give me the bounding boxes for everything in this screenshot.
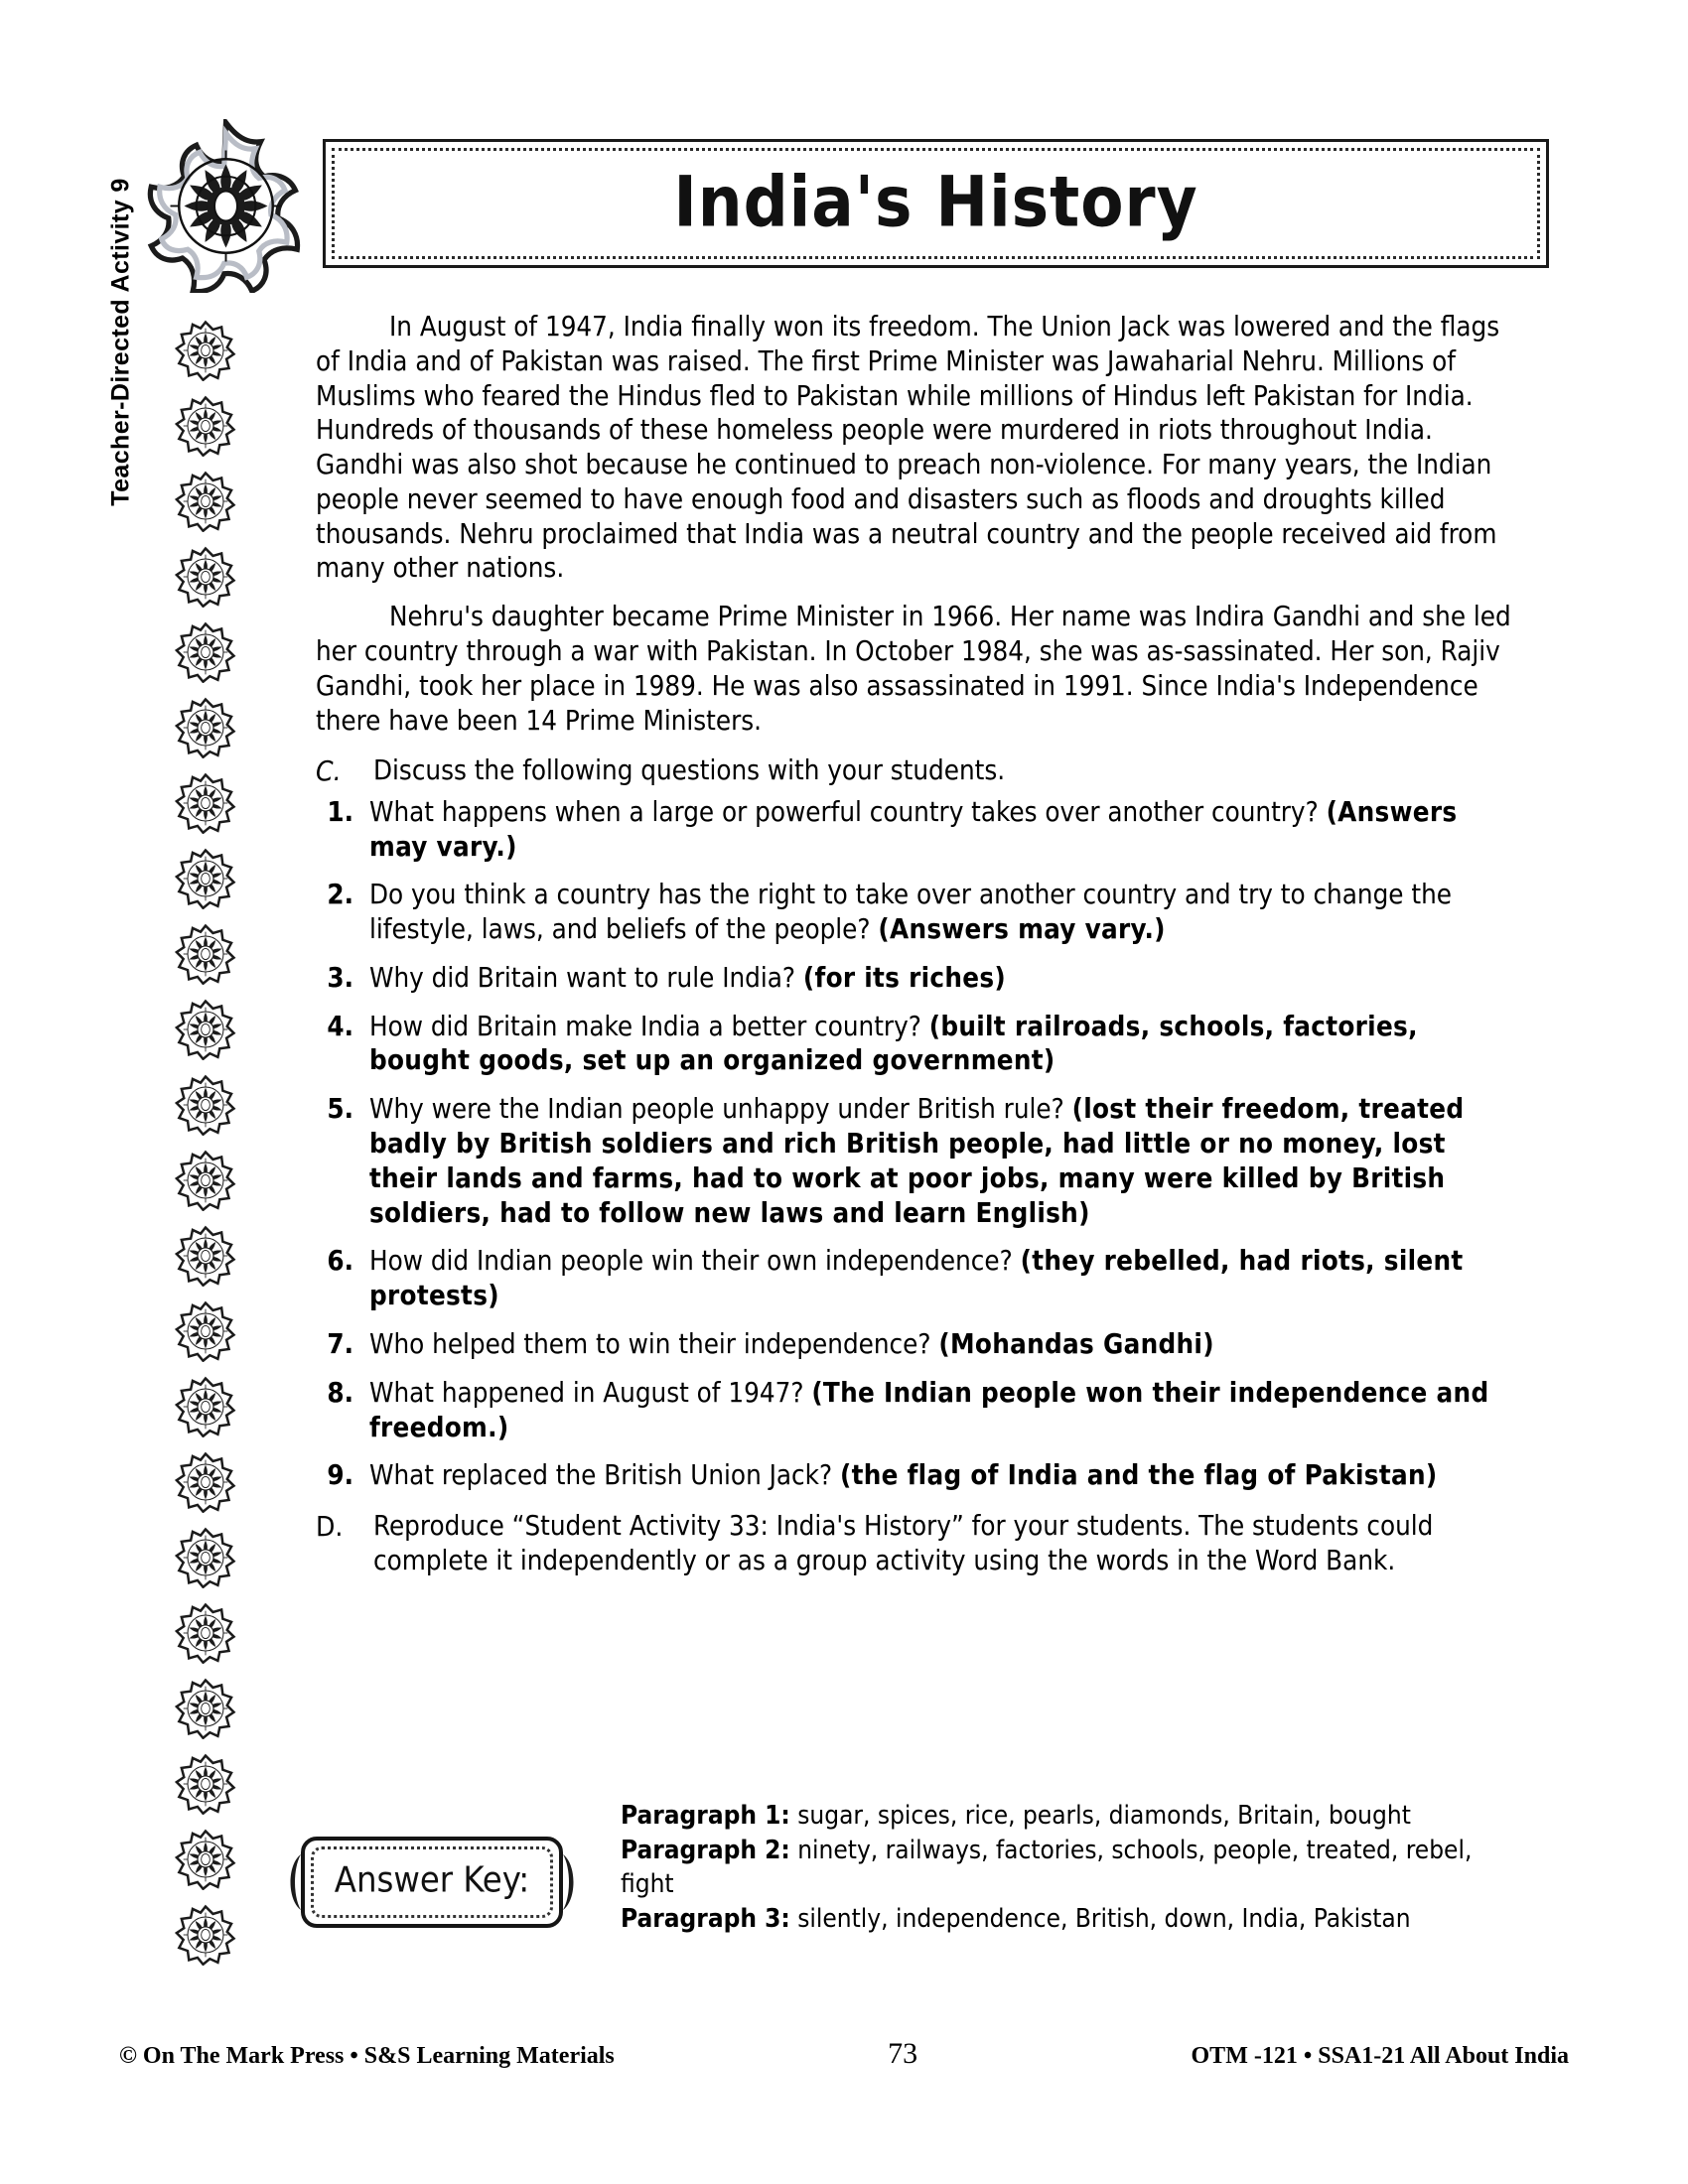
discussion-question-list <box>316 795 1521 1493</box>
question-text <box>369 1010 1521 1079</box>
section-c-instruction: Discuss the following questions with your students. <box>373 754 1006 787</box>
page-footer <box>119 2037 1569 2071</box>
question-item <box>316 1376 1521 1445</box>
quatrefoil-rosette-icon <box>175 1300 236 1362</box>
word-bank-line <box>621 1902 1514 1937</box>
quatrefoil-rosette-icon <box>175 697 236 758</box>
quatrefoil-rosette-icon <box>175 1904 236 1966</box>
quatrefoil-rosette-icon <box>175 1527 236 1588</box>
quatrefoil-rosette-icon <box>175 320 236 381</box>
question-item <box>316 1244 1521 1313</box>
word-bank-words: ninety, railways, factories, schools, people, treated, rebel, fight <box>621 1835 1473 1900</box>
section-d <box>316 1509 1521 1578</box>
question-item <box>316 1092 1521 1230</box>
section-d-letter: D. <box>316 1510 344 1544</box>
question-text <box>369 1244 1521 1313</box>
quatrefoil-rosette-icon <box>175 1225 236 1287</box>
question-number: 5. <box>327 1093 353 1126</box>
question-prompt: Who helped them to win their independence? <box>369 1327 931 1360</box>
question-prompt: What happened in August of 1947? <box>369 1376 804 1409</box>
answer-key-banner <box>283 1837 581 1928</box>
banner-notch-right-icon <box>561 1852 587 1912</box>
mandala-medallion-icon <box>139 119 313 293</box>
quatrefoil-rosette-icon <box>175 1829 236 1890</box>
answer-key-box <box>301 1837 563 1928</box>
quatrefoil-rosette-icon <box>175 1376 236 1437</box>
question-item <box>316 961 1521 996</box>
question-prompt: Do you think a country has the right to take over another country and try to change the lifestyle, laws, and beliefs of the people? <box>369 879 1452 946</box>
question-prompt: How did Indian people win their own independence? <box>369 1245 1013 1278</box>
quatrefoil-rosette-icon <box>175 772 236 834</box>
question-item <box>316 795 1521 865</box>
quatrefoil-rosette-icon <box>175 1753 236 1815</box>
quatrefoil-rosette-icon <box>175 848 236 909</box>
answer-key-label: Answer Key: <box>334 1859 530 1901</box>
question-text <box>369 1092 1521 1230</box>
question-prompt: How did Britain make India a better country? <box>369 1010 921 1042</box>
question-number: 2. <box>327 879 353 911</box>
question-answer: (lost their freedom, treated badly by British soldiers and rich British people, had little or no money, lost their lands and farms, had to work at poor jobs, many were killed by British soldiers, had to follow new laws and learn English) <box>369 1093 1465 1229</box>
question-answer: (Answers may vary.) <box>878 913 1166 946</box>
question-number: 1. <box>327 795 353 828</box>
word-bank-line <box>621 1799 1514 1834</box>
question-item <box>316 878 1521 947</box>
question-answer: (the flag of India and the flag of Pakistan) <box>839 1459 1438 1492</box>
quatrefoil-rosette-icon <box>175 471 236 532</box>
quatrefoil-rosette-icon <box>175 923 236 985</box>
quatrefoil-rosette-icon <box>175 1074 236 1136</box>
quatrefoil-rosette-icon <box>175 1150 236 1211</box>
question-text <box>369 1458 1521 1493</box>
main-content <box>316 310 1521 1582</box>
quatrefoil-rosette-icon <box>175 1602 236 1664</box>
page-title: India's History <box>673 161 1198 243</box>
word-bank-paragraph-label: Paragraph 3: <box>621 1903 790 1934</box>
question-prompt: What happens when a large or powerful country takes over another country? <box>369 795 1319 828</box>
question-text <box>369 795 1521 865</box>
word-bank-line <box>621 1834 1514 1902</box>
footer-product-code: OTM -121 • SSA1-21 All About India <box>1191 2043 1569 2069</box>
question-answer: (Mohandas Gandhi) <box>938 1327 1214 1360</box>
question-number: 4. <box>327 1010 353 1042</box>
quatrefoil-rosette-icon <box>175 1451 236 1513</box>
question-number: 7. <box>327 1327 353 1360</box>
activity-side-label: Teacher-Directed Activity 9 <box>106 178 135 506</box>
footer-copyright: © On The Mark Press • S&S Learning Materials <box>119 2043 615 2069</box>
quatrefoil-rosette-icon <box>175 1678 236 1739</box>
word-bank-words: sugar, spices, rice, pearls, diamonds, Britain, bought <box>797 1801 1411 1831</box>
title-banner <box>323 139 1549 268</box>
question-number: 8. <box>327 1376 353 1409</box>
question-prompt: Why did Britain want to rule India? <box>369 961 796 994</box>
question-answer: (they rebelled, had riots, silent protests) <box>369 1245 1464 1312</box>
question-answer: (for its riches) <box>802 961 1007 994</box>
answer-key-section <box>283 1799 1534 1958</box>
question-text <box>369 878 1521 947</box>
question-number: 6. <box>327 1245 353 1278</box>
quatrefoil-rosette-icon <box>175 999 236 1060</box>
intro-paragraph-1: In August of 1947, India finally won its freedom. The Union Jack was lowered and the flags of India and of Pakistan was raised. The first Prime Minister was Jawaharial Nehru. Millions of Muslims who feared the Hindus fled to Pakistan while millions of Hindus left Pakistan for India. Hundreds of thousands of these homeless people were murdered in riots throughout India. Gandhi was also shot because he continued to preach non-violence. For many years, the Indian people never seemed to have enough food and disasters such as floods and droughts killed thousands. Nehru proclaimed that India was a neutral country and the people received aid from many other nations. <box>316 311 1500 585</box>
section-c-letter: C. <box>316 754 342 788</box>
question-item <box>316 1010 1521 1079</box>
word-bank-paragraph-label: Paragraph 2: <box>621 1835 790 1865</box>
question-item <box>316 1327 1521 1362</box>
question-text <box>369 961 1521 996</box>
quatrefoil-rosette-icon <box>175 395 236 457</box>
quatrefoil-rosette-icon <box>175 546 236 608</box>
question-prompt: What replaced the British Union Jack? <box>369 1459 833 1492</box>
question-item <box>316 1458 1521 1493</box>
question-number: 9. <box>327 1459 353 1492</box>
question-prompt: Why were the Indian people unhappy under British rule? <box>369 1093 1064 1126</box>
section-d-text: Reproduce “Student Activity 33: India's History” for your students. The students could complete it independently or as a group activity using the words in the Word Bank. <box>373 1510 1434 1576</box>
word-bank-paragraph-label: Paragraph 1: <box>621 1801 790 1831</box>
question-number: 3. <box>327 961 353 994</box>
question-answer: (built railroads, schools, factories, bought goods, set up an organized government) <box>369 1010 1418 1077</box>
section-c <box>316 753 1521 788</box>
question-text <box>369 1327 1521 1362</box>
footer-page-number: 73 <box>888 2037 918 2070</box>
question-answer: (Answers may vary.) <box>369 795 1458 863</box>
quatrefoil-rosette-icon <box>175 621 236 683</box>
question-text <box>369 1376 1521 1445</box>
decorative-border-column <box>175 320 238 1997</box>
question-answer: (The Indian people won their independence and freedom.) <box>369 1376 1489 1443</box>
word-bank-words: silently, independence, British, down, India, Pakistan <box>797 1903 1411 1934</box>
banner-notch-left-icon <box>277 1852 303 1912</box>
intro-paragraph-2: Nehru's daughter became Prime Minister in 1966. Her name was Indira Gandhi and she led her country through a war with Pakistan. In October 1984, she was as-sassinated. Her son, Rajiv Gandhi, took her place in 1989. He was also assassinated in 1991. Since India's Independence there have been 14 Prime Ministers. <box>316 601 1511 737</box>
page-header <box>139 119 1549 288</box>
answer-key-word-bank <box>621 1799 1514 1936</box>
